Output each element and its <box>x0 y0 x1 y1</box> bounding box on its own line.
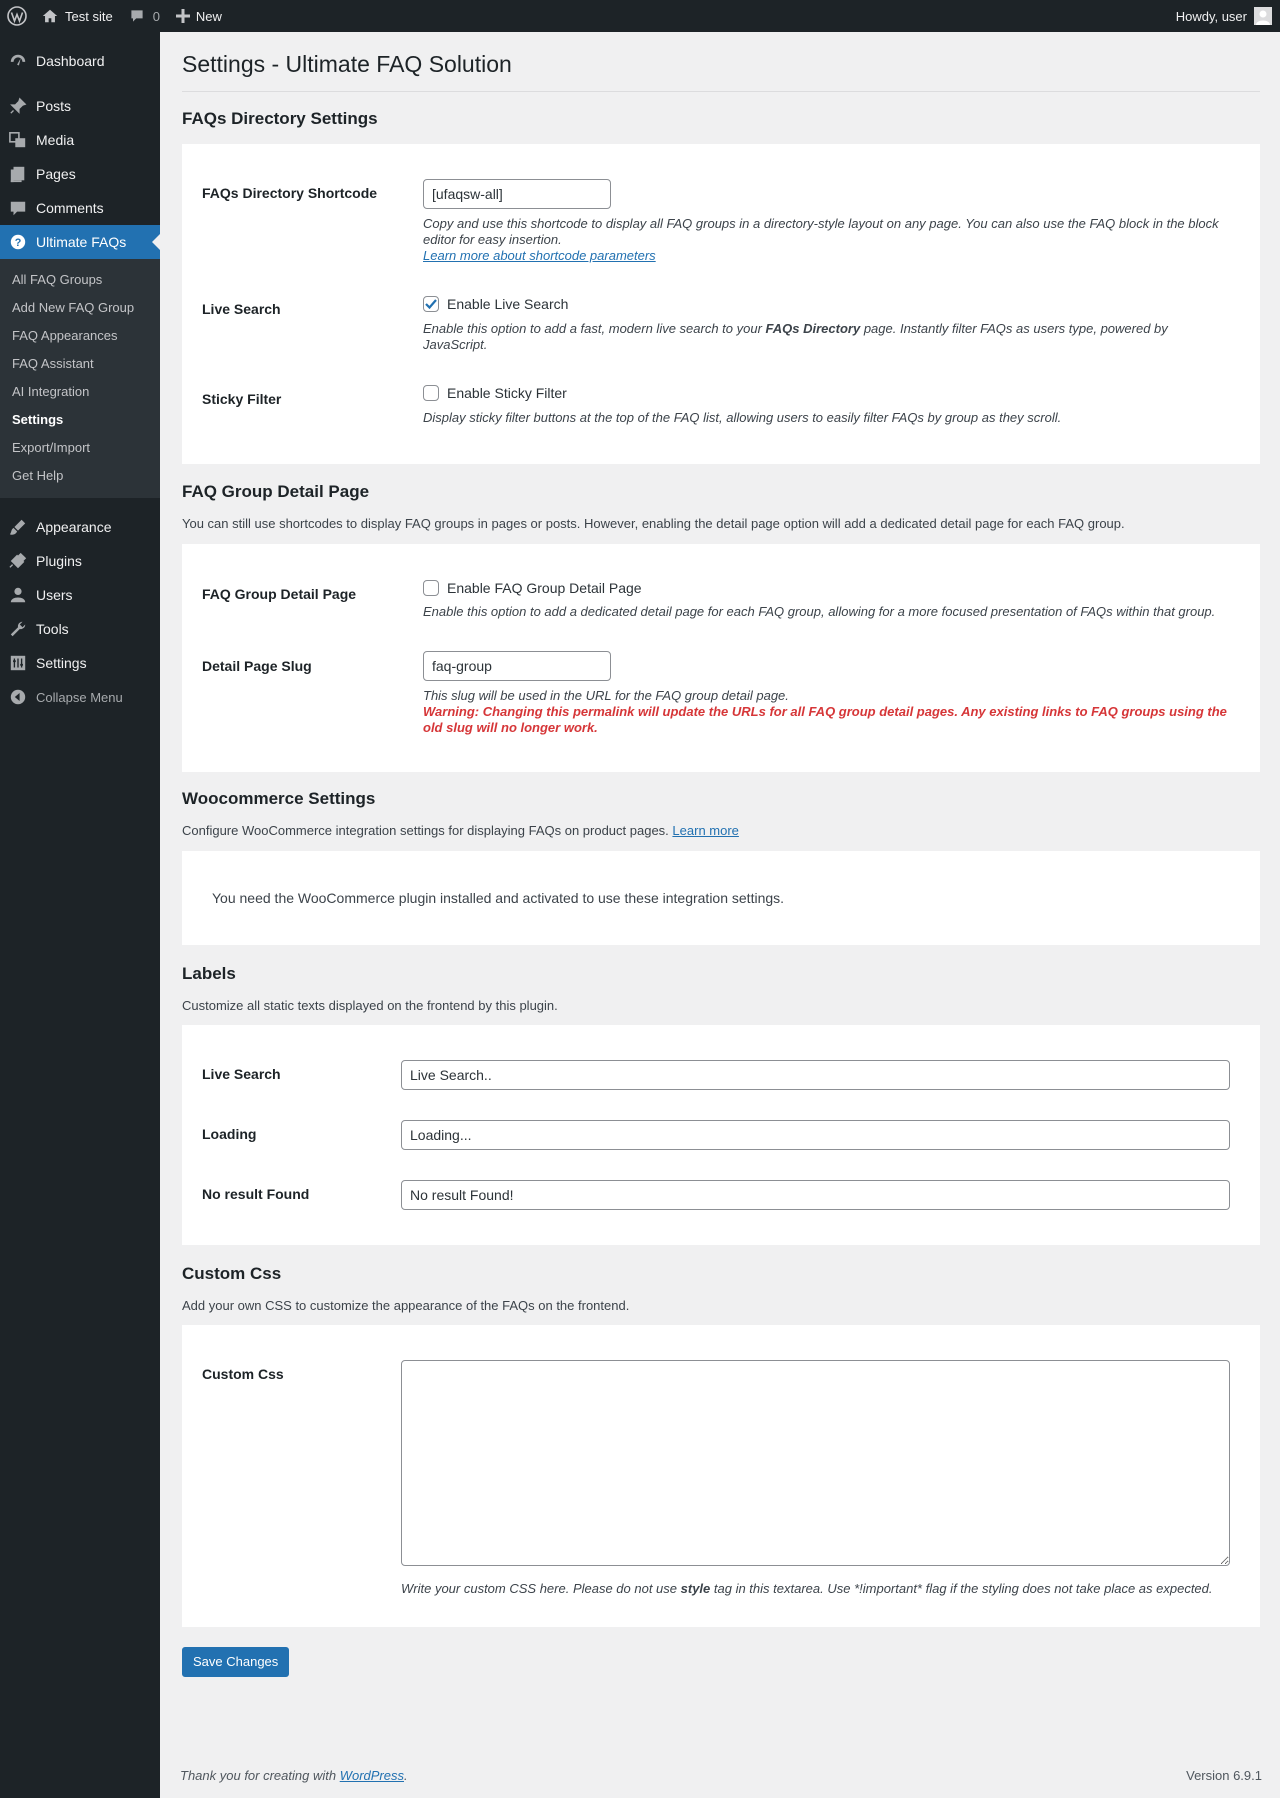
live-search-hint: Enable this option to add a fast, modern live search to your FAQs Directory page. Instantly filter FAQs as users type, powered by JavaScript. <box>423 321 1168 352</box>
checkmark-icon <box>424 297 438 311</box>
wordpress-link[interactable]: WordPress <box>339 1768 404 1783</box>
new-label: New <box>195 8 222 24</box>
custom-css-textarea[interactable] <box>401 1360 1230 1566</box>
settings-icon <box>8 653 28 673</box>
shortcode-label: FAQs Directory Shortcode <box>202 185 378 201</box>
detail-page-label: FAQ Group Detail Page <box>202 586 357 602</box>
section-heading-woocommerce: Woocommerce Settings <box>182 789 376 808</box>
sidebar-item-plugins[interactable]: Plugins <box>0 544 160 578</box>
sidebar-item-appearance[interactable]: Appearance <box>0 510 160 544</box>
plug-icon <box>8 551 28 571</box>
page-title: Settings - Ultimate FAQ Solution <box>182 32 1260 92</box>
shortcode-hint: Copy and use this shortcode to display all FAQ groups in a directory-style layout on any page. You can also use the FAQ block in the block editor for easy insertion. <box>423 216 1219 247</box>
detail-page-checkbox-label[interactable]: Enable FAQ Group Detail Page <box>447 580 642 596</box>
collapse-arrow-icon <box>8 687 28 707</box>
custom-css-intro: Add your own CSS to customize the appearance of the FAQs on the frontend. <box>182 1298 630 1313</box>
ultimate-faqs-submenu <box>0 259 160 498</box>
directory-settings-card <box>182 144 1260 464</box>
detail-settings-card <box>182 544 1260 772</box>
detail-slug-label: Detail Page Slug <box>202 658 312 674</box>
label-loading-label: Loading <box>202 1126 257 1142</box>
sidebar-item-pages[interactable]: Pages <box>0 157 160 191</box>
users-icon <box>8 585 28 605</box>
detail-slug-input[interactable] <box>423 651 611 681</box>
comment-bubble-icon <box>129 8 145 24</box>
sidebar-item-dashboard[interactable]: Dashboard <box>0 44 160 78</box>
admin-bar <box>0 0 1280 32</box>
label-no-result-input[interactable] <box>401 1180 1230 1210</box>
sidebar-item-settings[interactable]: Settings <box>0 646 160 680</box>
section-heading-detail: FAQ Group Detail Page <box>182 482 370 501</box>
sidebar-item-tools[interactable]: Tools <box>0 612 160 646</box>
label-live-search-input[interactable] <box>401 1060 1230 1090</box>
labels-card <box>182 1025 1260 1245</box>
svg-text:?: ? <box>14 237 22 250</box>
plus-icon <box>176 9 190 23</box>
howdy-text: Howdy, user <box>1175 8 1247 24</box>
help-icon <box>8 232 28 252</box>
live-search-checkbox[interactable] <box>423 296 439 312</box>
woocommerce-intro: Configure WooCommerce integration settings for displaying FAQs on product pages. Learn more <box>182 823 739 838</box>
submenu-item-ai-integration[interactable]: AI Integration <box>12 384 90 399</box>
collapse-menu-button[interactable]: Collapse Menu <box>0 680 160 714</box>
sticky-filter-checkbox-label[interactable]: Enable Sticky Filter <box>447 385 567 401</box>
footer-thanks: Thank you for creating with WordPress. <box>180 1768 408 1783</box>
live-search-checkbox-label[interactable]: Enable Live Search <box>447 296 569 312</box>
submenu-item-add-new-faq-group[interactable]: Add New FAQ Group <box>12 300 135 315</box>
woocommerce-notice-card <box>182 851 1260 945</box>
labels-intro: Customize all static texts displayed on the frontend by this plugin. <box>182 998 558 1013</box>
label-no-result-label: No result Found <box>202 1186 310 1202</box>
submenu-item-faq-appearances[interactable]: FAQ Appearances <box>12 328 118 343</box>
section-heading-labels: Labels <box>182 964 236 983</box>
detail-page-hint: Enable this option to add a dedicated detail page for each FAQ group, allowing for a more focused presentation of FAQs within that group. <box>423 604 1216 619</box>
custom-css-hint: Write your custom CSS here. Please do not use style tag in this textarea. Use *!important* flag if the styling does not take place as expected. <box>401 1581 1213 1596</box>
shortcode-docs-link[interactable]: Learn more about shortcode parameters <box>423 248 656 263</box>
save-changes-button[interactable]: Save Changes <box>182 1647 289 1677</box>
sticky-filter-label: Sticky Filter <box>202 391 282 407</box>
submenu-item-export-import[interactable]: Export/Import <box>12 440 91 455</box>
wrench-icon <box>8 619 28 639</box>
detail-intro: You can still use shortcodes to display FAQ groups in pages or posts. However, enabling the detail page option will add a dedicated detail page for each FAQ group. <box>182 516 1125 531</box>
sidebar-item-comments[interactable]: Comments <box>0 191 160 225</box>
detail-page-checkbox[interactable] <box>423 580 439 596</box>
main-content <box>182 32 1260 1677</box>
submenu-item-faq-assistant[interactable]: FAQ Assistant <box>12 356 94 371</box>
submenu-item-settings[interactable]: Settings <box>12 412 64 427</box>
pages-icon <box>8 164 28 184</box>
brush-icon <box>8 517 28 537</box>
woocommerce-learn-more-link[interactable]: Learn more <box>672 823 739 838</box>
label-loading-input[interactable] <box>401 1120 1230 1150</box>
detail-slug-hint: This slug will be used in the URL for the FAQ group detail page. <box>423 688 789 703</box>
admin-sidebar <box>0 32 160 1798</box>
comments-count: 0 <box>152 8 160 24</box>
media-icon <box>8 130 28 150</box>
new-content-link[interactable] <box>168 0 230 32</box>
submenu-item-get-help[interactable]: Get Help <box>12 468 64 483</box>
avatar <box>1254 7 1272 25</box>
shortcode-input[interactable] <box>423 179 611 209</box>
sidebar-item-posts[interactable]: Posts <box>0 89 160 123</box>
pin-icon <box>8 96 28 116</box>
comment-icon <box>8 198 28 218</box>
wordpress-logo-icon[interactable] <box>0 0 33 32</box>
live-search-label: Live Search <box>202 301 281 317</box>
sidebar-item-ultimate-faqs[interactable]: ? Ultimate FAQs <box>0 225 160 259</box>
submenu-item-all-faq-groups[interactable]: All FAQ Groups <box>12 272 103 287</box>
custom-css-label: Custom Css <box>202 1366 284 1382</box>
dashboard-icon <box>8 51 28 71</box>
sticky-filter-hint: Display sticky filter buttons at the top of the FAQ list, allowing users to easily filter FAQs by group as they scroll. <box>423 410 1062 425</box>
sidebar-item-media[interactable]: Media <box>0 123 160 157</box>
home-icon <box>41 7 59 25</box>
sticky-filter-checkbox[interactable] <box>423 385 439 401</box>
my-account-link[interactable] <box>1168 0 1280 32</box>
site-name-link[interactable] <box>33 0 121 32</box>
section-heading-custom-css: Custom Css <box>182 1264 282 1283</box>
section-heading-directory: FAQs Directory Settings <box>182 109 378 128</box>
custom-css-card <box>182 1325 1260 1627</box>
sidebar-item-users[interactable]: Users <box>0 578 160 612</box>
comments-link[interactable] <box>121 0 168 32</box>
site-name: Test site <box>65 8 113 24</box>
detail-slug-warning: Warning: Changing this permalink will update the URLs for all FAQ group detail pages. Any existing links to FAQ groups using the old slug will no longer work. <box>423 704 1227 735</box>
woocommerce-notice: You need the WooCommerce plugin installed and activated to use these integration settings. <box>212 890 785 906</box>
footer-version: Version 6.9.1 <box>1186 1768 1262 1783</box>
label-live-search-label: Live Search <box>202 1066 281 1082</box>
